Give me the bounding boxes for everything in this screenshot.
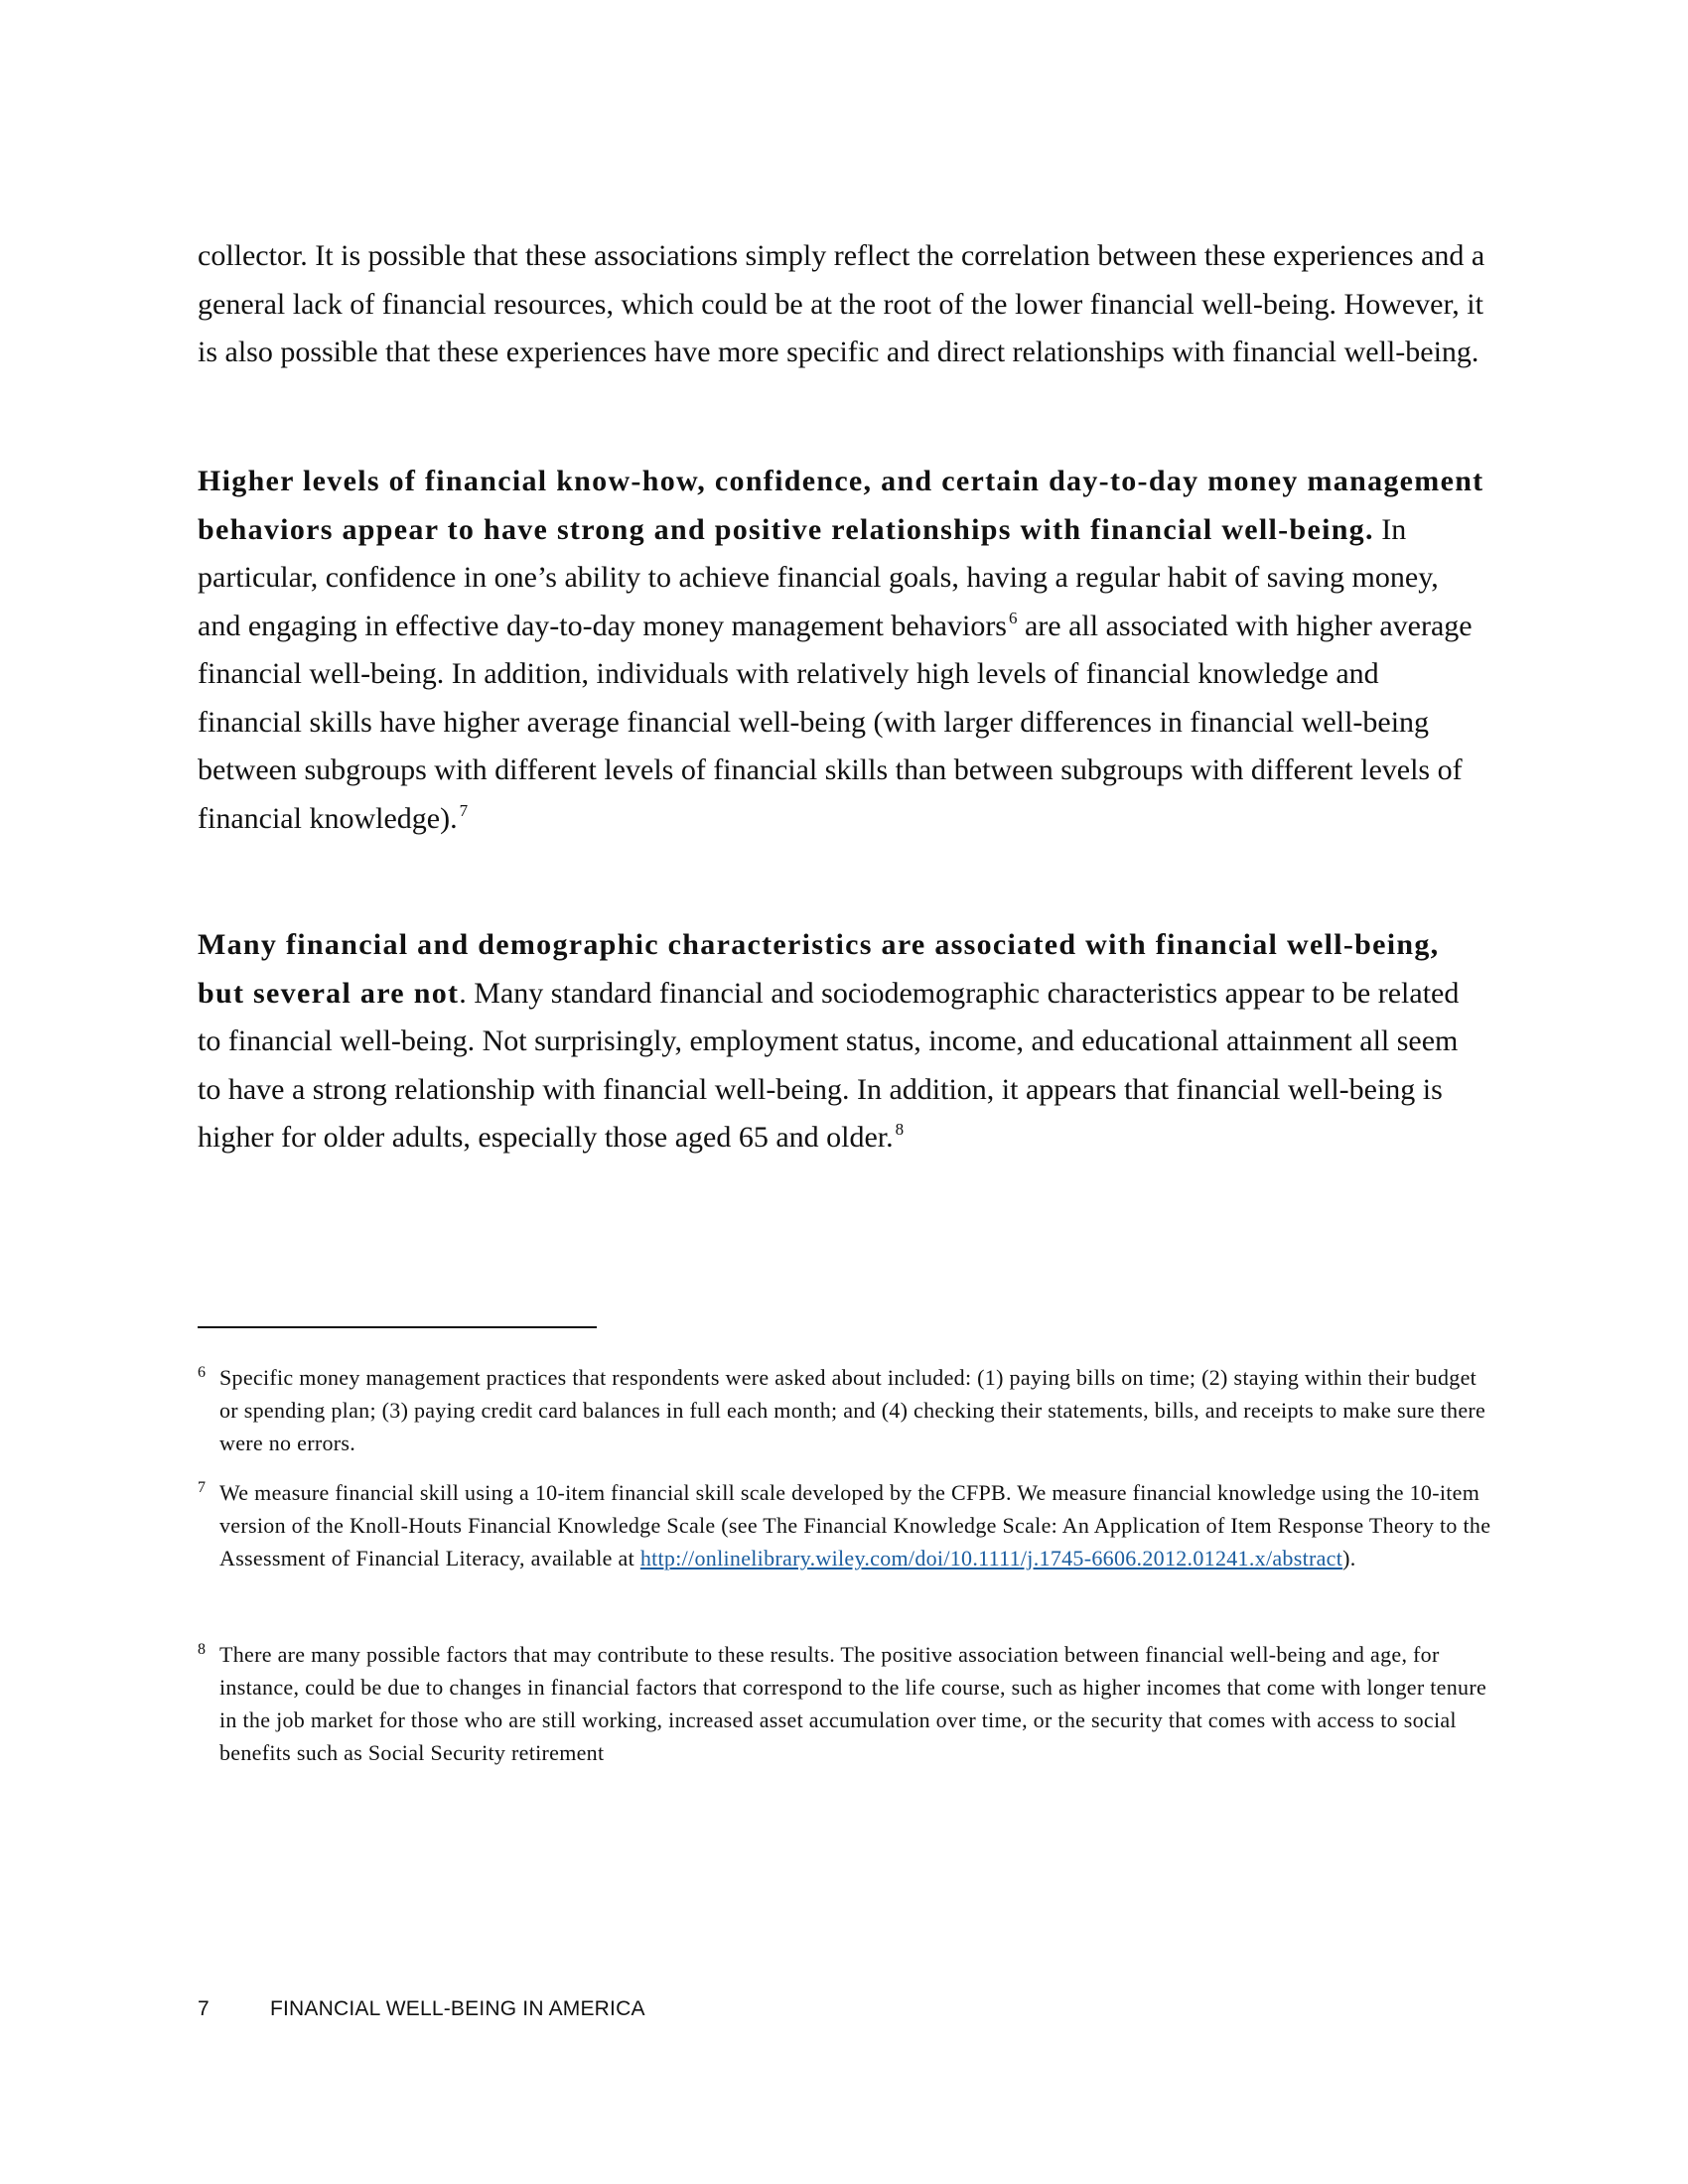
- footnote-6-marker: 6: [198, 1364, 207, 1381]
- footnote-7: [198, 1476, 1498, 1574]
- paragraph-3-text: . Many standard financial and sociodemographic characteristics appear to be related to financial well-being. Not surprisingly, employment status, income, and educational attainment all seem to have a strong relationship with financial well-being. In addition, it appears that financial well-being is higher for older adults, especially those aged 65 and older.: [198, 976, 1460, 1154]
- page-number: 7: [198, 1997, 210, 2020]
- footnote-7-tail: ).: [1342, 1546, 1356, 1570]
- body-paragraph-3: [198, 921, 1488, 1162]
- footnote-8-marker: 8: [198, 1641, 207, 1658]
- footnote-8: [198, 1638, 1498, 1769]
- paragraph-3-lead-heading: Many financial and demographic characteristics are associated with financial well-being, but several are not: [198, 928, 1440, 1010]
- footnote-ref-7[interactable]: 7: [459, 800, 469, 820]
- paragraph-2-text-a: In particular, confidence in one’s ability to achieve financial goals, having a regular habit of saving money, and engaging in effective day-to-day money management behaviors: [198, 512, 1439, 642]
- paragraph-1-text: collector. It is possible that these associations simply reflect the correlation between these experiences and a general lack of financial resources, which could be at the root of the lower financial well-being. However, it is also possible that these experiences have more specific and direct relationships with financial well-being.: [198, 239, 1485, 368]
- footnote-6: [198, 1361, 1498, 1459]
- body-paragraph-2: [198, 458, 1488, 843]
- paragraph-2-text-b: are all associated with higher average financial well-being. In addition, individuals with relatively high levels of financial knowledge and financial skills have higher average financial well-being (with larger differences in financial well-being between subgroups with different levels of financial skills than between subgroups with different levels of financial knowledge).: [198, 609, 1473, 835]
- footnote-7-marker: 7: [198, 1479, 207, 1496]
- footnote-7-link[interactable]: http://onlinelibrary.wiley.com/doi/10.1111/j.1745-6606.2012.01241.x/abstract: [639, 1546, 1343, 1570]
- running-title: FINANCIAL WELL-BEING IN AMERICA: [270, 1997, 645, 2020]
- body-paragraph-1: [198, 232, 1488, 377]
- footnote-8-text: There are many possible factors that may contribute to these results. The positive association between financial well-being and age, for instance, could be due to changes in financial factors that correspond to the life course, such as higher incomes that come with longer tenure in the job market for those who are still working, increased asset accumulation over time, or the security that comes with access to social benefits such as Social Security retirement: [219, 1642, 1487, 1765]
- footnote-ref-6[interactable]: 6: [1008, 608, 1018, 627]
- footnote-7-body: [219, 1476, 1498, 1574]
- footnote-6-text: Specific money management practices that respondents were asked about included: (1) paying bills on time; (2) staying within their budget or spending plan; (3) paying credit card balances in full each month; and (4) checking their statements, bills, and receipts to make sure there were no errors.: [219, 1365, 1486, 1455]
- footnote-7-text: We measure financial skill using a 10-item financial skill scale developed by the CFPB. We measure financial knowledge using the 10-item version of the Knoll-Houts Financial Knowledge Scale (see The Financial Knowledge Scale: An Application of Item Response Theory to the Assessment of Financial Literacy, available at: [219, 1480, 1491, 1570]
- footnote-ref-8[interactable]: 8: [895, 1120, 905, 1139]
- footnote-separator: [198, 1326, 597, 1328]
- paragraph-2-lead-heading: Higher levels of financial know-how, confidence, and certain day-to-day money management behaviors appear to have strong and positive relationships with financial well-being.: [198, 465, 1484, 546]
